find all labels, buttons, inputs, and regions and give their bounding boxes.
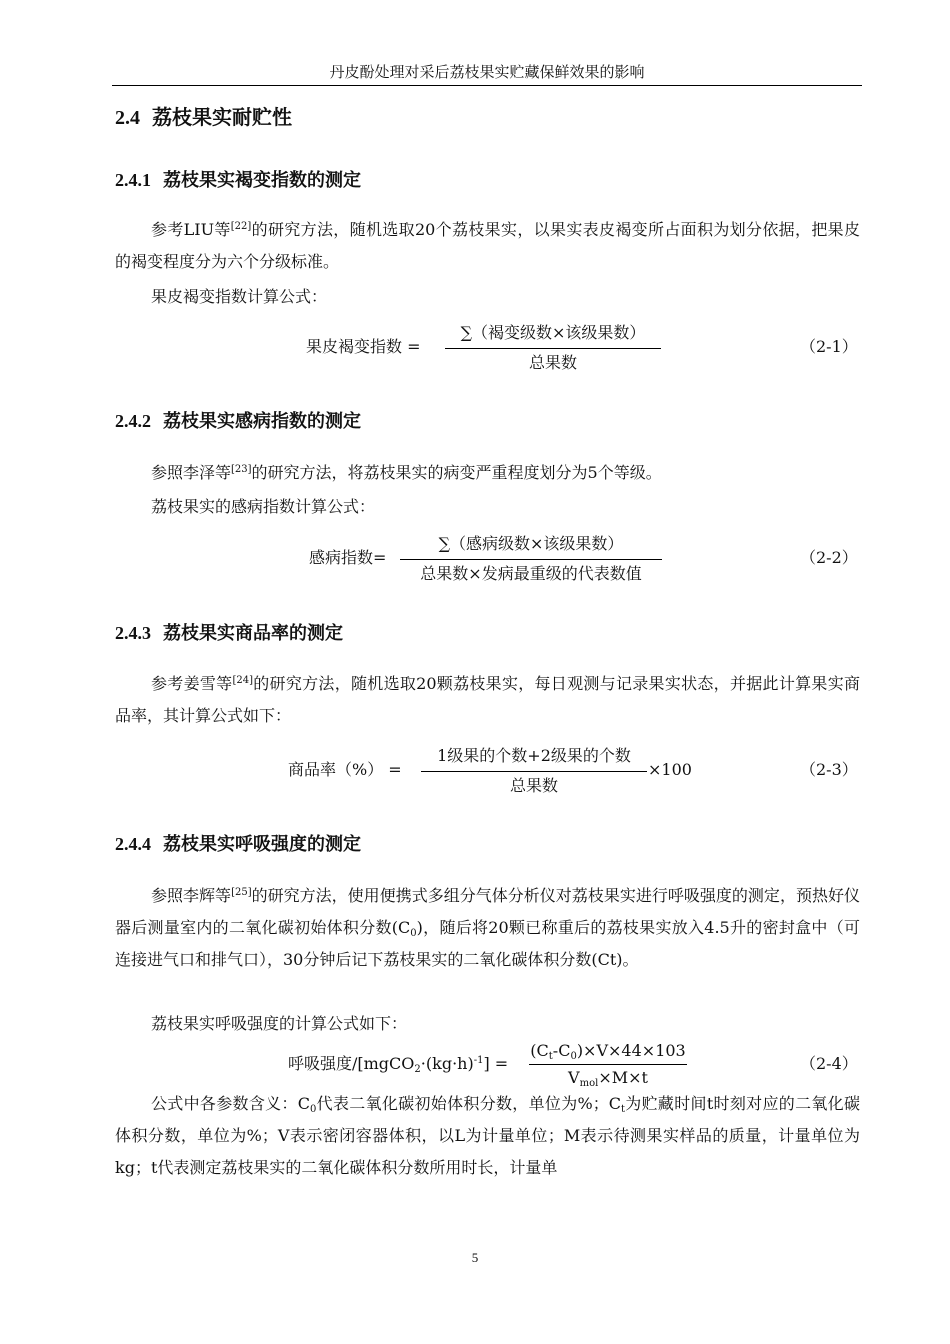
subsection-title: 荔枝果实商品率的测定 [163,623,343,644]
citation-ref: [25] [231,887,252,898]
section-title: 荔枝果实耐贮性 [152,105,292,129]
equation-number: （2-2） [800,548,858,567]
subscript: 0 [570,1051,577,1062]
text-run: 的研究方法，随机选取20个荔枝果实，以果实表皮褐变所占面积为划分依据，把果皮的褐变程度分为六个分级标准。 [115,220,860,271]
fraction-bar [445,348,661,349]
subsection-heading-243 [115,621,343,646]
equation-number: （2-4） [800,1054,858,1073]
text-run: 公式中各参数含义：C [151,1094,310,1113]
fraction-bar [529,1064,687,1065]
text-run: V [568,1068,580,1087]
text-run: 的研究方法，将荔枝果实的病变严重程度划分为5个等级。 [251,463,662,482]
page-number: 5 [471,1250,479,1265]
subsection-title: 荔枝果实褐变指数的测定 [163,170,361,191]
text-run: ] = [483,1054,509,1073]
text-run: 的研究方法，使用便携式多组分气体分析仪对荔枝果实进行呼吸强度的测定，预热好仪器后测量室内的二氧化碳初始体积分数(C [115,886,860,937]
equation-2-3 [0,741,950,801]
equation-2-2 [0,529,950,589]
subscript: t [620,1104,625,1115]
fraction-denominator [529,1067,687,1089]
subsection-heading-242 [115,409,361,434]
subscript: t [548,1051,553,1062]
paragraph-241 [115,214,860,278]
paragraph-244 [115,880,860,976]
formula-intro-244: 荔枝果实呼吸强度的计算公式如下： [151,1014,408,1033]
fraction-bar [400,559,662,560]
equation-2-1 [0,318,950,378]
subscript: 0 [309,1104,317,1115]
text-run: ·(kg·h) [420,1054,474,1073]
equation-lhs: 果皮褐变指数 = [306,337,421,356]
text-run: (C [530,1041,549,1060]
subscript: 2 [414,1064,421,1075]
text-run: ×M×t [598,1068,648,1087]
paragraph-242 [151,461,662,485]
section-number: 2.4 [115,107,140,129]
subsection-number: 2.4.4 [115,834,151,854]
subscript: mol [579,1078,599,1089]
equation-number: （2-3） [800,760,858,779]
equation-2-4 [0,1040,950,1090]
fraction-numerator [529,1040,687,1062]
subsection-number: 2.4.1 [115,170,151,190]
superscript: -1 [473,1055,484,1066]
text-run: 为贮藏时间t时刻对应的二氧化碳体积分数，单位为%；V表示密闭容器体积，以L为计量单位；M表示待测果实样品的质量，计量单位为kg；t代表测定荔枝果实的二氧化碳体积分数所用时长，计量单 [115,1094,860,1177]
text-run: 的研究方法，随机选取20颗荔枝果实，每日观测与记录果实状态，并据此计算果实商品率，其计算公式如下： [115,674,860,725]
text-run: 参照李辉等 [151,886,232,905]
formula-intro-241: 果皮褐变指数计算公式： [151,287,328,306]
paragraph-243 [115,668,860,732]
subsection-number: 2.4.3 [115,623,151,643]
subsection-heading-241 [115,168,361,193]
subsection-heading-244 [115,832,361,857]
subsection-title: 荔枝果实呼吸强度的测定 [163,834,361,855]
running-header: 丹皮酚处理对采后荔枝果实贮藏保鲜效果的影响 [329,63,645,81]
text-run: -C [552,1041,571,1060]
text-run: 呼吸强度/[mgCO [288,1054,415,1073]
equation-number: （2-1） [800,337,858,356]
subsection-number: 2.4.2 [115,411,151,431]
equation-lhs: 商品率（%） = [288,760,402,779]
fraction-numerator: 1级果的个数+2级果的个数 [437,746,631,765]
citation-ref: [24] [232,675,253,686]
citation-ref: [22] [230,221,252,232]
fraction-bar [421,771,647,772]
text-run: )，随后将20颗已称重后的荔枝果实放入4.5升的密封盒中（可连接进气口和排气口），30分钟后记下荔枝果实的二氧化碳体积分数(Ct)。 [115,918,860,969]
section-heading [115,104,292,131]
text-run: 参照李泽等 [151,463,232,482]
text-run: 参考LIU等 [151,220,231,239]
equation-multiplier: ×100 [648,760,692,779]
fraction-denominator: 总果数×发病最重级的代表数值 [420,564,642,583]
citation-ref: [23] [231,464,252,475]
fraction-denominator: 总果数 [509,776,558,795]
fraction-numerator: ∑（感病级数×该级果数） [438,534,624,553]
header-rule [112,85,862,86]
subscript: 0 [410,928,417,939]
text-run: )×V×44×103 [576,1041,686,1060]
parameter-definitions [115,1088,860,1184]
text-run: 代表二氧化碳初始体积分数，单位为%；C [316,1094,621,1113]
subsection-title: 荔枝果实感病指数的测定 [163,411,361,432]
text-run: 参考姜雪等 [151,674,233,693]
formula-intro-242: 荔枝果实的感病指数计算公式： [151,497,376,516]
equation-lhs [288,1053,508,1075]
equation-lhs: 感病指数= [309,548,387,567]
fraction-numerator: ∑（褐变级数×该级果数） [460,323,646,342]
fraction-denominator: 总果数 [528,353,577,372]
